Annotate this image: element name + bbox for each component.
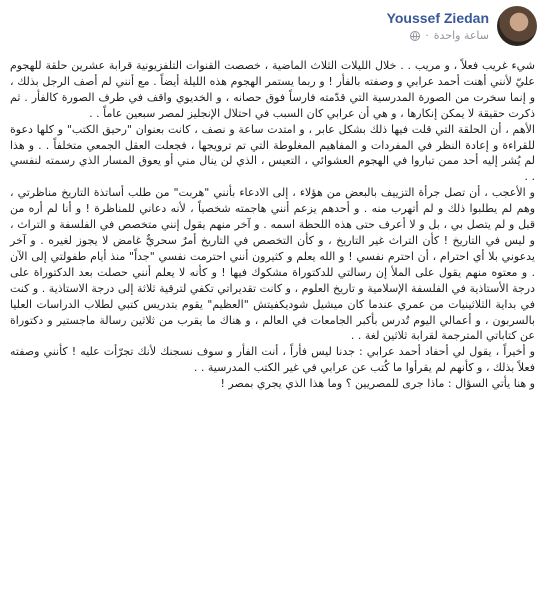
post-paragraph: شيء غريب فعلاً ، و مريب . . خلال الليلات الثلاث الماضية ، خصصت القنوات التلفزيونية قرابة عشرين حلقة للهجوم عليّ لأنني أهنت أحمد عرابي و وصفته بالفأر ! و ربما يستمر الهجوم هذه الليلة أيضاً . مع أنني لم أصف الرجل بذلك ، و إنما سخرت من الصورة المدرسية التي قدّمته فارساً فوق حصانه ، و الخديوي واقف في طرف الصورة كالفأر . ثم ذكرت حقيقة لا يمكن إنكارها ، و هي أن عرابي كان السبب في احتلال الإنجليز لمصر سبعين عاماً . . (10, 59, 535, 120)
post-subline (387, 29, 489, 42)
post-meta (387, 10, 489, 42)
post-paragraph: و أخيراً ، يقول لي أحفاد أحمد عرابي : جدنا ليس فأراً ، أنت الفأر و سوف نسجنك لأنك تجرّأت عليه ! كأنني وصفته فعلاً بذلك ، و كأنهم لم يقرأوا ما كُتب عن عرابي في غير الكتب المدرسية . . (10, 345, 535, 375)
post-paragraph: و هنا يأتي السؤال : ماذا جرى للمصريين ؟ وما هذا الذي يجري بمصر ! (220, 377, 535, 391)
globe-icon[interactable] (410, 31, 420, 41)
post-timestamp[interactable]: ساعة واحدة (433, 29, 489, 42)
author-name-link[interactable]: Youssef Ziedan (386, 10, 489, 26)
author-avatar[interactable] (497, 6, 537, 46)
post-body (10, 58, 535, 392)
post-paragraph: و الأعجب ، أن تصل جرأة التزييف بالبعض من هؤلاء ، إلى الادعاء بأنني "هربت" من طلب أساتذة التاريخ مناظرتي ، وهم لم يطلبوا ذلك و لم أتهرب منه . و أحدهم يزعم أنني هاجمته شخصياً ، لأنه دعاني للمناظرة ! و أنا لم أره من قبل و لم يتصل بي ، بل و لا أعرف حتى هذه اللحظة اسمه . و آخر منهم يقول إنني متخصص في الفلسفة و التراث ، و ليس في التاريخ ! كأن التراث غير التاريخ ، و كأن التخصص في التاريخ أمرٌ سحريٌّ غامض لا يجوز لغيره . و آخر يدعوني بلا أي احترام ، أن احترم نفسي ! و الله يعلم و كثيرون أنني احترمت نفسي "جداً" منذ أيام طفولتي إلى الآن . و معتوه منهم يقول على الملأ إن رسالتي للدكتوراة مشكوك فيها ! و كأنه لا يعلم أنني حصلت بعد الدكتوراة على درجة الأستاذية في الفلسفة الإسلامية و تاريخ العلوم ، و كانت تقديراتي تكفي لترقية ثلاثة إلى درجة الاستاذية . و كنت في بداية الثلاثينيات من عمري عندما كان ميشيل شوديكفيتش "العظيم" يقوم بتدريس كتبي لطلاب الدراسات العليا بالسربون ، و أعمالي اليوم تُدرس بأكبر الجامعات في العالم ، و هناك ما يقرب من ثلاثين رسالة ماجستير و دكتوراة عن كتاباتي المترجمة لقرابة ثلاثين لغة . . (10, 186, 535, 343)
dot-separator: · (425, 29, 429, 42)
post-header (387, 6, 537, 46)
post-paragraph: الأهم ، أن الحلقة التي قلت فيها ذلك بشكل عابر ، و امتدت ساعة و نصف ، كانت بعنوان "رحيق الكتب" و كلها دعوة للقراءة و إعادة النظر في المفردات و المفاهيم المغلوطة التي تم ترويجها ، فجعلت العقل الجمعي متخلفاً . . و هذا لم يُشر إليه أحد ممن تباروا في الهجوم العشوائي ، التعيس ، الذي لن ينال مني أو يعوق المسار الذي رسمته لنفسي . . (10, 122, 535, 184)
